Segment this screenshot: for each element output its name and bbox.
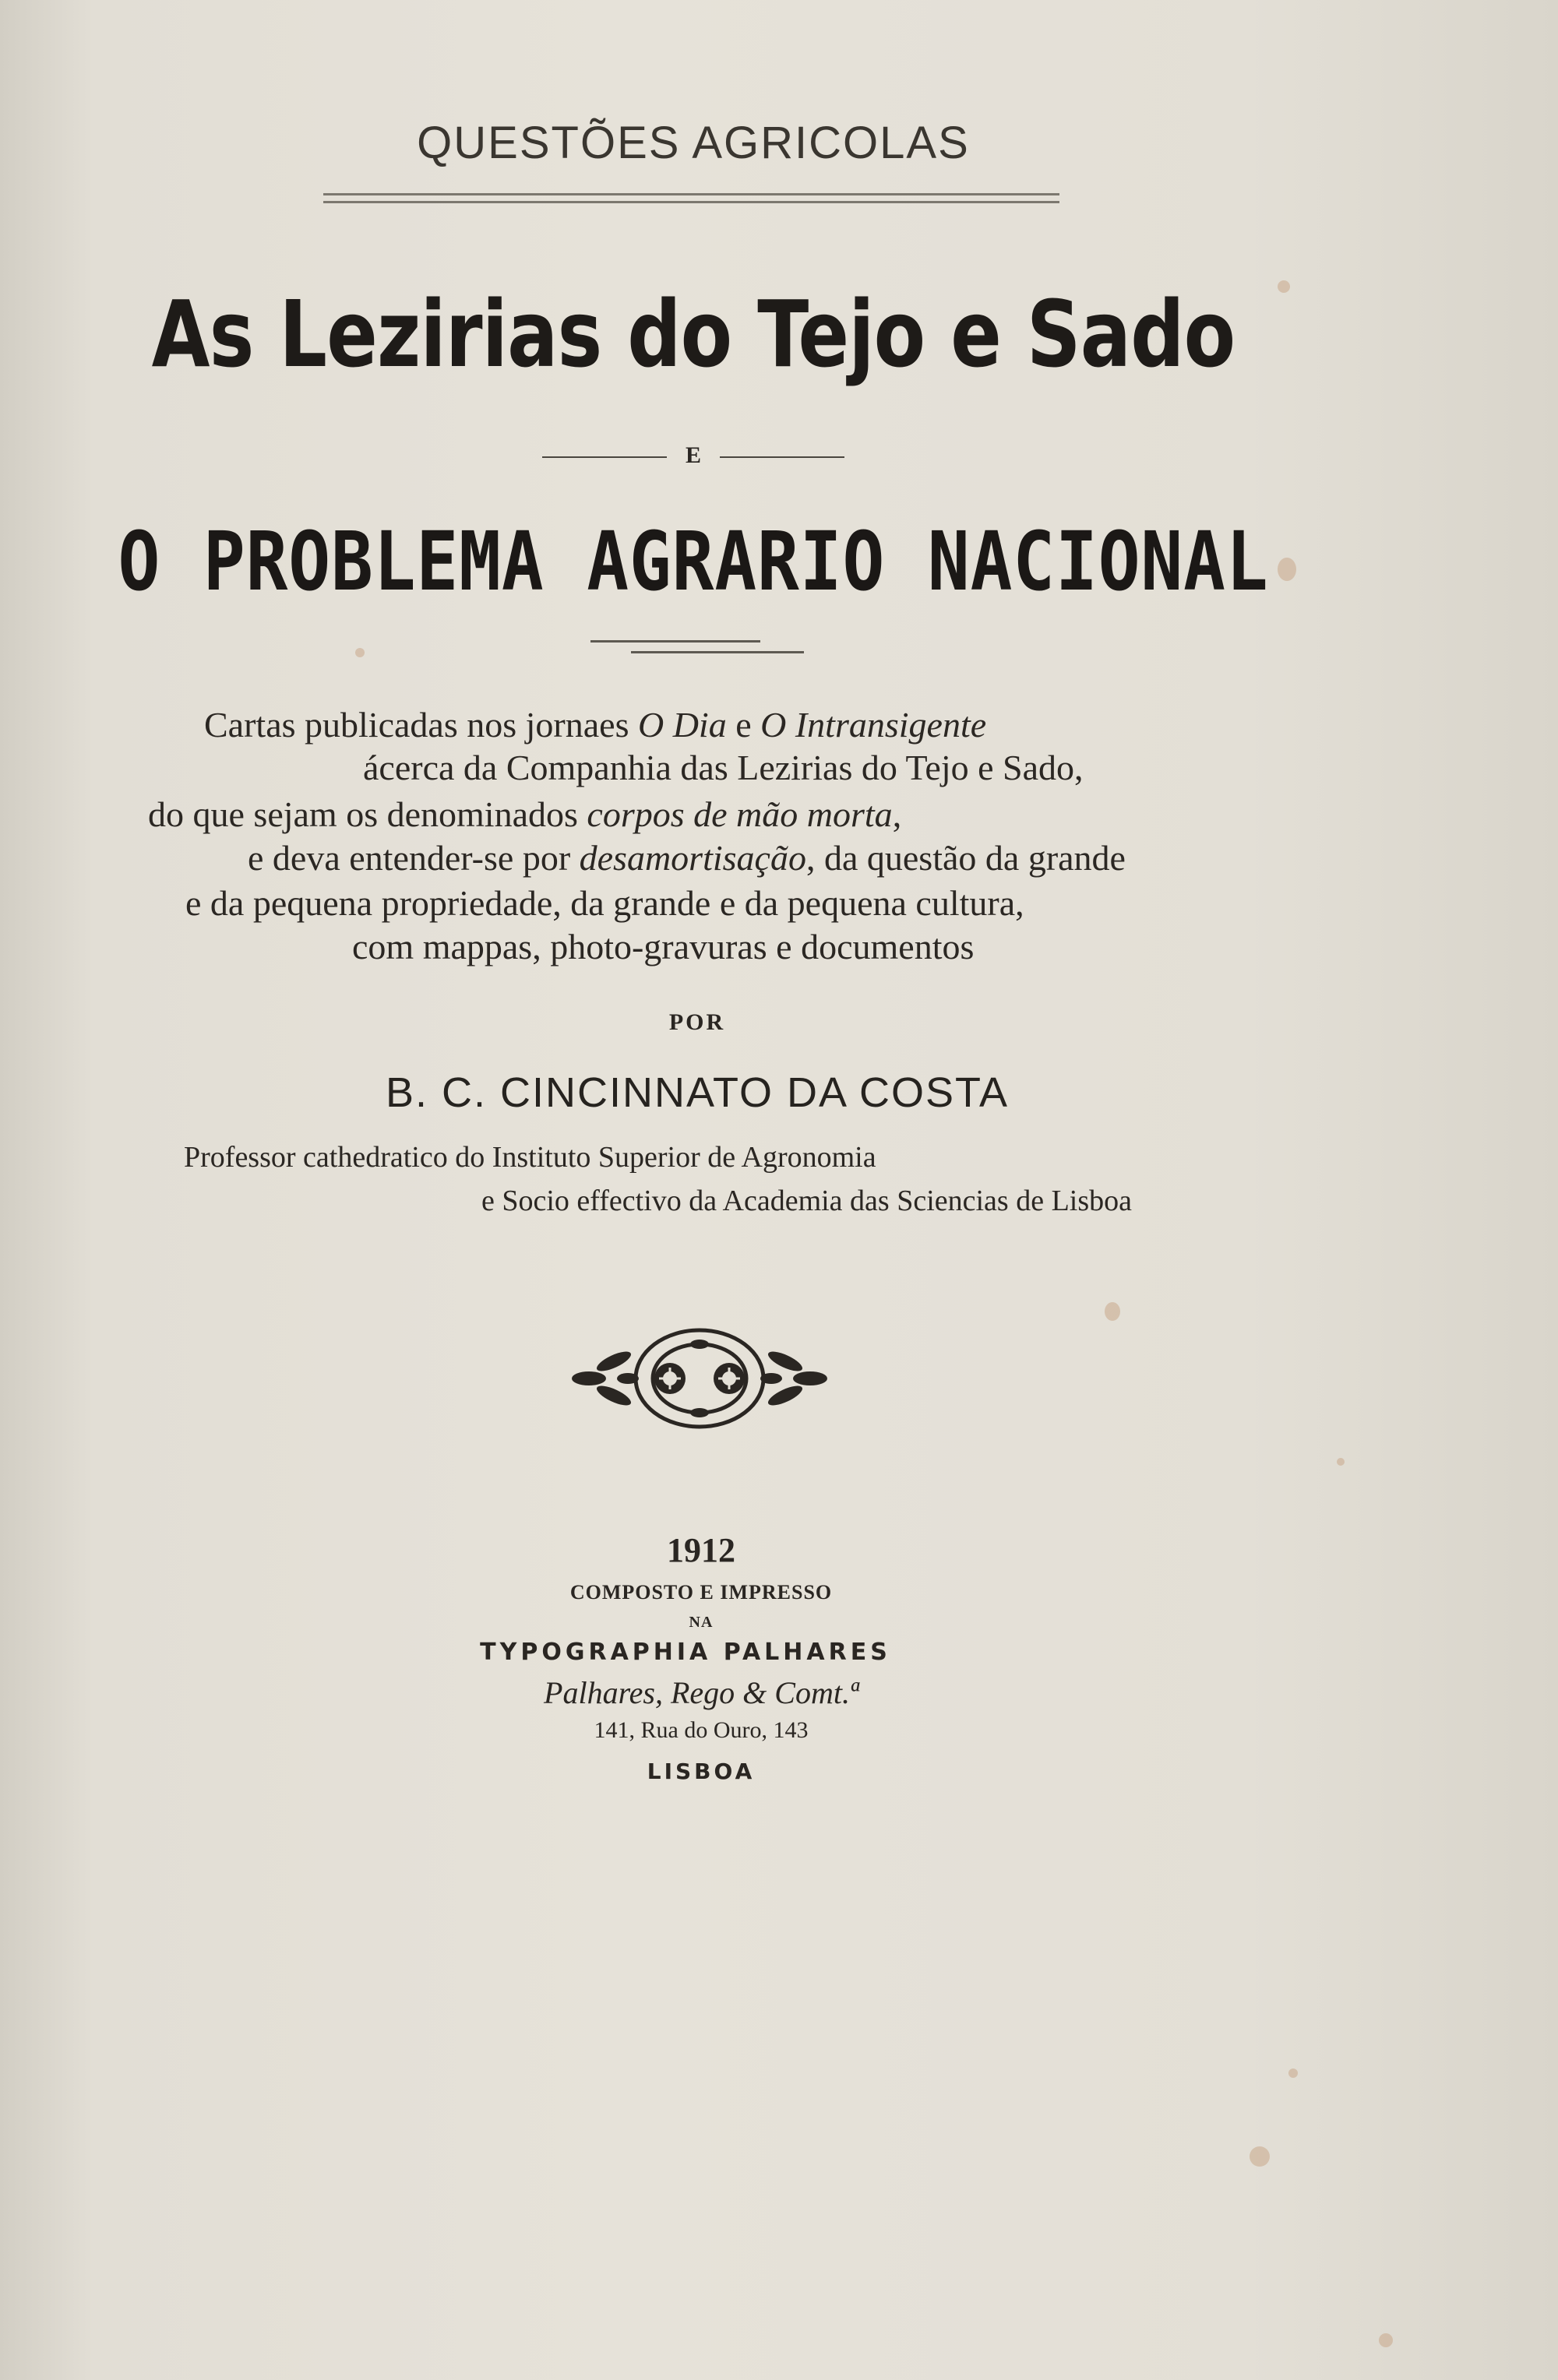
foxing-spot <box>1379 2333 1393 2347</box>
imprint-composed: COMPOSTO E IMPRESSO <box>569 1581 833 1604</box>
foxing-spot <box>1105 1302 1120 1321</box>
foxing-spot <box>1250 2146 1270 2167</box>
foxing-spot <box>355 648 365 657</box>
short-rule <box>631 651 804 653</box>
newspaper-name: O Dia <box>637 705 727 745</box>
short-rule <box>590 640 760 643</box>
foxing-spot <box>1278 280 1290 293</box>
secondary-title: O PROBLEMA AGRARIO NACIONAL <box>118 514 1269 609</box>
description-line-3: do que sejam os denominados corpos de mão morta, <box>148 794 902 834</box>
imprint-na: NA <box>689 1614 714 1631</box>
conjunction-separator <box>0 442 1387 469</box>
separator-line <box>542 456 667 458</box>
author-name: B. C. CINCINNATO DA COSTA <box>385 1069 1010 1116</box>
description-line-2: ácerca da Companhia das Lezirias do Tejo e Sado, <box>363 748 1084 787</box>
double-rule <box>323 193 1059 203</box>
publication-year: 1912 <box>667 1531 735 1569</box>
conjunction: E <box>685 442 701 468</box>
newspaper-name: O Intransigente <box>760 705 987 745</box>
description-line-5: e da pequena propriedade, da grande e da pequena cultura, <box>185 883 1024 923</box>
printer-city: LISBOA <box>647 1759 756 1784</box>
description-line-1: Cartas publicadas nos jornaes O Dia e O Intransigente <box>204 705 987 745</box>
description-line-4: e deva entender-se por desamortisação, da questão da grande <box>248 838 1126 878</box>
by-label: POR <box>668 1009 726 1035</box>
foxing-spot <box>1288 2068 1298 2078</box>
description-line-6: com mappas, photo-gravuras e documentos <box>352 927 975 966</box>
printer-address: 141, Rua do Ouro, 143 <box>594 1717 809 1743</box>
author-title-line-2: e Socio effectivo da Academia das Sciencias de Lisboa <box>481 1185 1132 1217</box>
printer-name: TYPOGRAPHIA PALHARES <box>480 1639 891 1666</box>
separator-line <box>720 456 844 458</box>
printer-firm: Palhares, Rego & Comt.ª <box>544 1675 858 1710</box>
series-title: QUESTÕES AGRICOLAS <box>417 118 970 168</box>
foxing-spot <box>1337 1458 1345 1466</box>
main-title: As Lezirias do Tejo e Sado <box>151 280 1235 388</box>
floral-vignette-icon <box>567 1316 832 1441</box>
author-title-line-1: Professor cathedratico do Instituto Superior de Agronomia <box>184 1141 876 1174</box>
